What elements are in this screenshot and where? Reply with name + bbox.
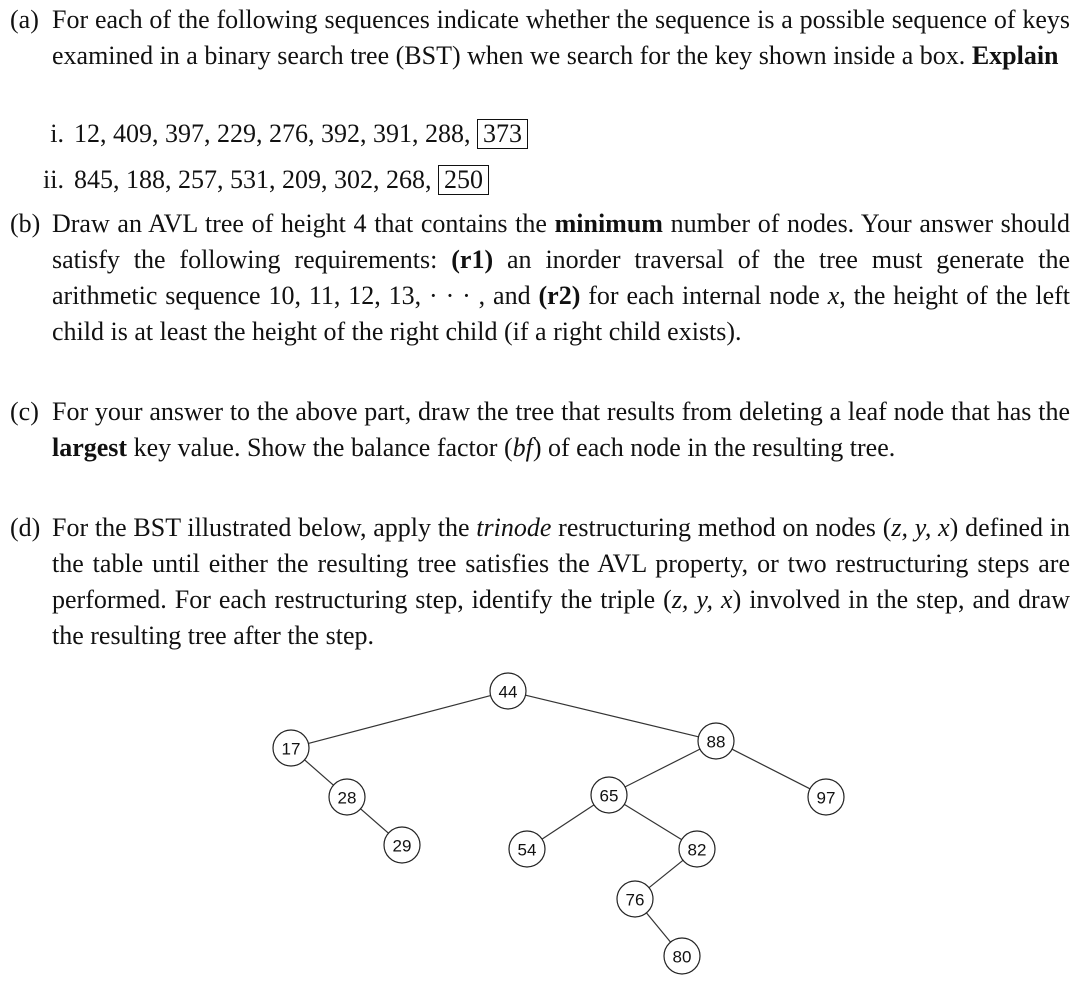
bst-node-key: 80 [672,947,692,967]
bst-edge-88-97 [732,749,810,789]
part-b-t5: , the height of the left child is at least the height of the right child (if a right child exists). [52,281,1071,346]
sequence-ii-label: ii. [43,165,64,194]
bst-edge-44-88 [526,695,699,737]
bst-edge-28-29 [361,809,389,833]
bst-edge-82-76 [649,860,683,887]
bst-edge-65-82 [624,804,681,839]
sequence-ii-target-box: 250 [438,165,489,195]
part-b-minimum: minimum [554,209,663,238]
bst-node-88 [698,723,734,759]
part-c-t1: For your answer to the above part, draw the tree that results from deleting a leaf node that has the [52,397,1070,426]
bst-node-29 [384,827,420,863]
bst-edge-76-80 [646,913,670,942]
part-a-body: For each of the following sequences indicate whether the sequence is a possible sequence of keys examined in a binary search tree (BST) when we search for the key shown inside a box. [52,5,1070,70]
part-b-t3: an inorder traversal of the tree must generate the arithmetic sequence 10, 11, 12, 13, · · · , and [52,245,1070,310]
bst-node-44 [490,673,526,709]
part-d-math-zyx-1: z, y, x [891,513,950,542]
part-b-t2: number of nodes. Your answer should satisfy the following requirements: [52,209,1071,274]
part-d-t4: ) involved in the step, and draw the resulting tree after the step. [52,585,1071,650]
bst-node-97 [808,779,844,815]
part-d-label: (d) [10,513,41,542]
part-c-t2: key value. Show the balance factor ( [133,433,513,462]
sequence-i-keys: 12, 409, 397, 229, 276, 392, 391, 288, [74,119,471,148]
bst-edges [305,695,810,942]
part-b-label: (b) [10,209,41,238]
part-d-t3: ) defined in the table until either the resulting tree satisfies the AVL property, or two restructuring steps are performed. For each restructuring step, identify the triple ( [52,513,1071,614]
bst-node-54 [509,831,545,867]
bst-node-key: 54 [517,840,537,860]
bst-edge-88-65 [625,749,700,787]
bst-node-key: 76 [625,890,645,910]
bst-node-key: 82 [687,840,707,860]
bst-edge-17-28 [305,760,334,785]
sequence-ii-keys: 845, 188, 257, 531, 209, 302, 268, [74,165,432,194]
bst-node-76 [617,881,653,917]
bst-node-key: 44 [498,682,518,702]
bst-node-key: 17 [281,739,301,759]
part-b-r1: (r1) [451,245,494,274]
sequence-i-label: i. [50,119,64,148]
part-d-t2: restructuring method on nodes ( [558,513,892,542]
bst-node-28 [329,779,365,815]
bst-node-65 [591,777,627,813]
part-c-math-bf: bf [512,433,533,462]
bst-node-key: 88 [706,732,726,752]
part-c-label: (c) [10,397,39,426]
bst-node-17 [273,730,309,766]
bst-nodes [273,673,844,974]
part-b-r2: (r2) [538,281,581,310]
bst-node-82 [679,831,715,867]
bst-node-key: 29 [392,836,412,856]
sequence-i-target-box: 373 [477,119,528,149]
part-b-t1: Draw an AVL tree of height 4 that contains the [52,209,547,238]
part-d-trinode: trinode [476,513,552,542]
part-b-math-x: x [827,281,840,310]
bst-node-key: 65 [599,786,619,806]
part-d-math-zyx-2: z, y, x [671,585,733,614]
bst-node-key: 97 [816,788,836,808]
part-c-largest: largest [52,433,128,462]
bst-node-80 [664,938,700,974]
part-d-t1: For the BST illustrated below, apply the [52,513,470,542]
bst-node-key: 28 [337,788,357,808]
part-b-t4: for each internal node [588,281,820,310]
part-a-explain: Explain [971,41,1059,70]
bst-edge-44-17 [308,696,490,744]
part-c-t3: ) of each node in the resulting tree. [532,433,896,462]
bst-edge-65-54 [542,805,594,839]
part-a-label: (a) [10,5,39,34]
